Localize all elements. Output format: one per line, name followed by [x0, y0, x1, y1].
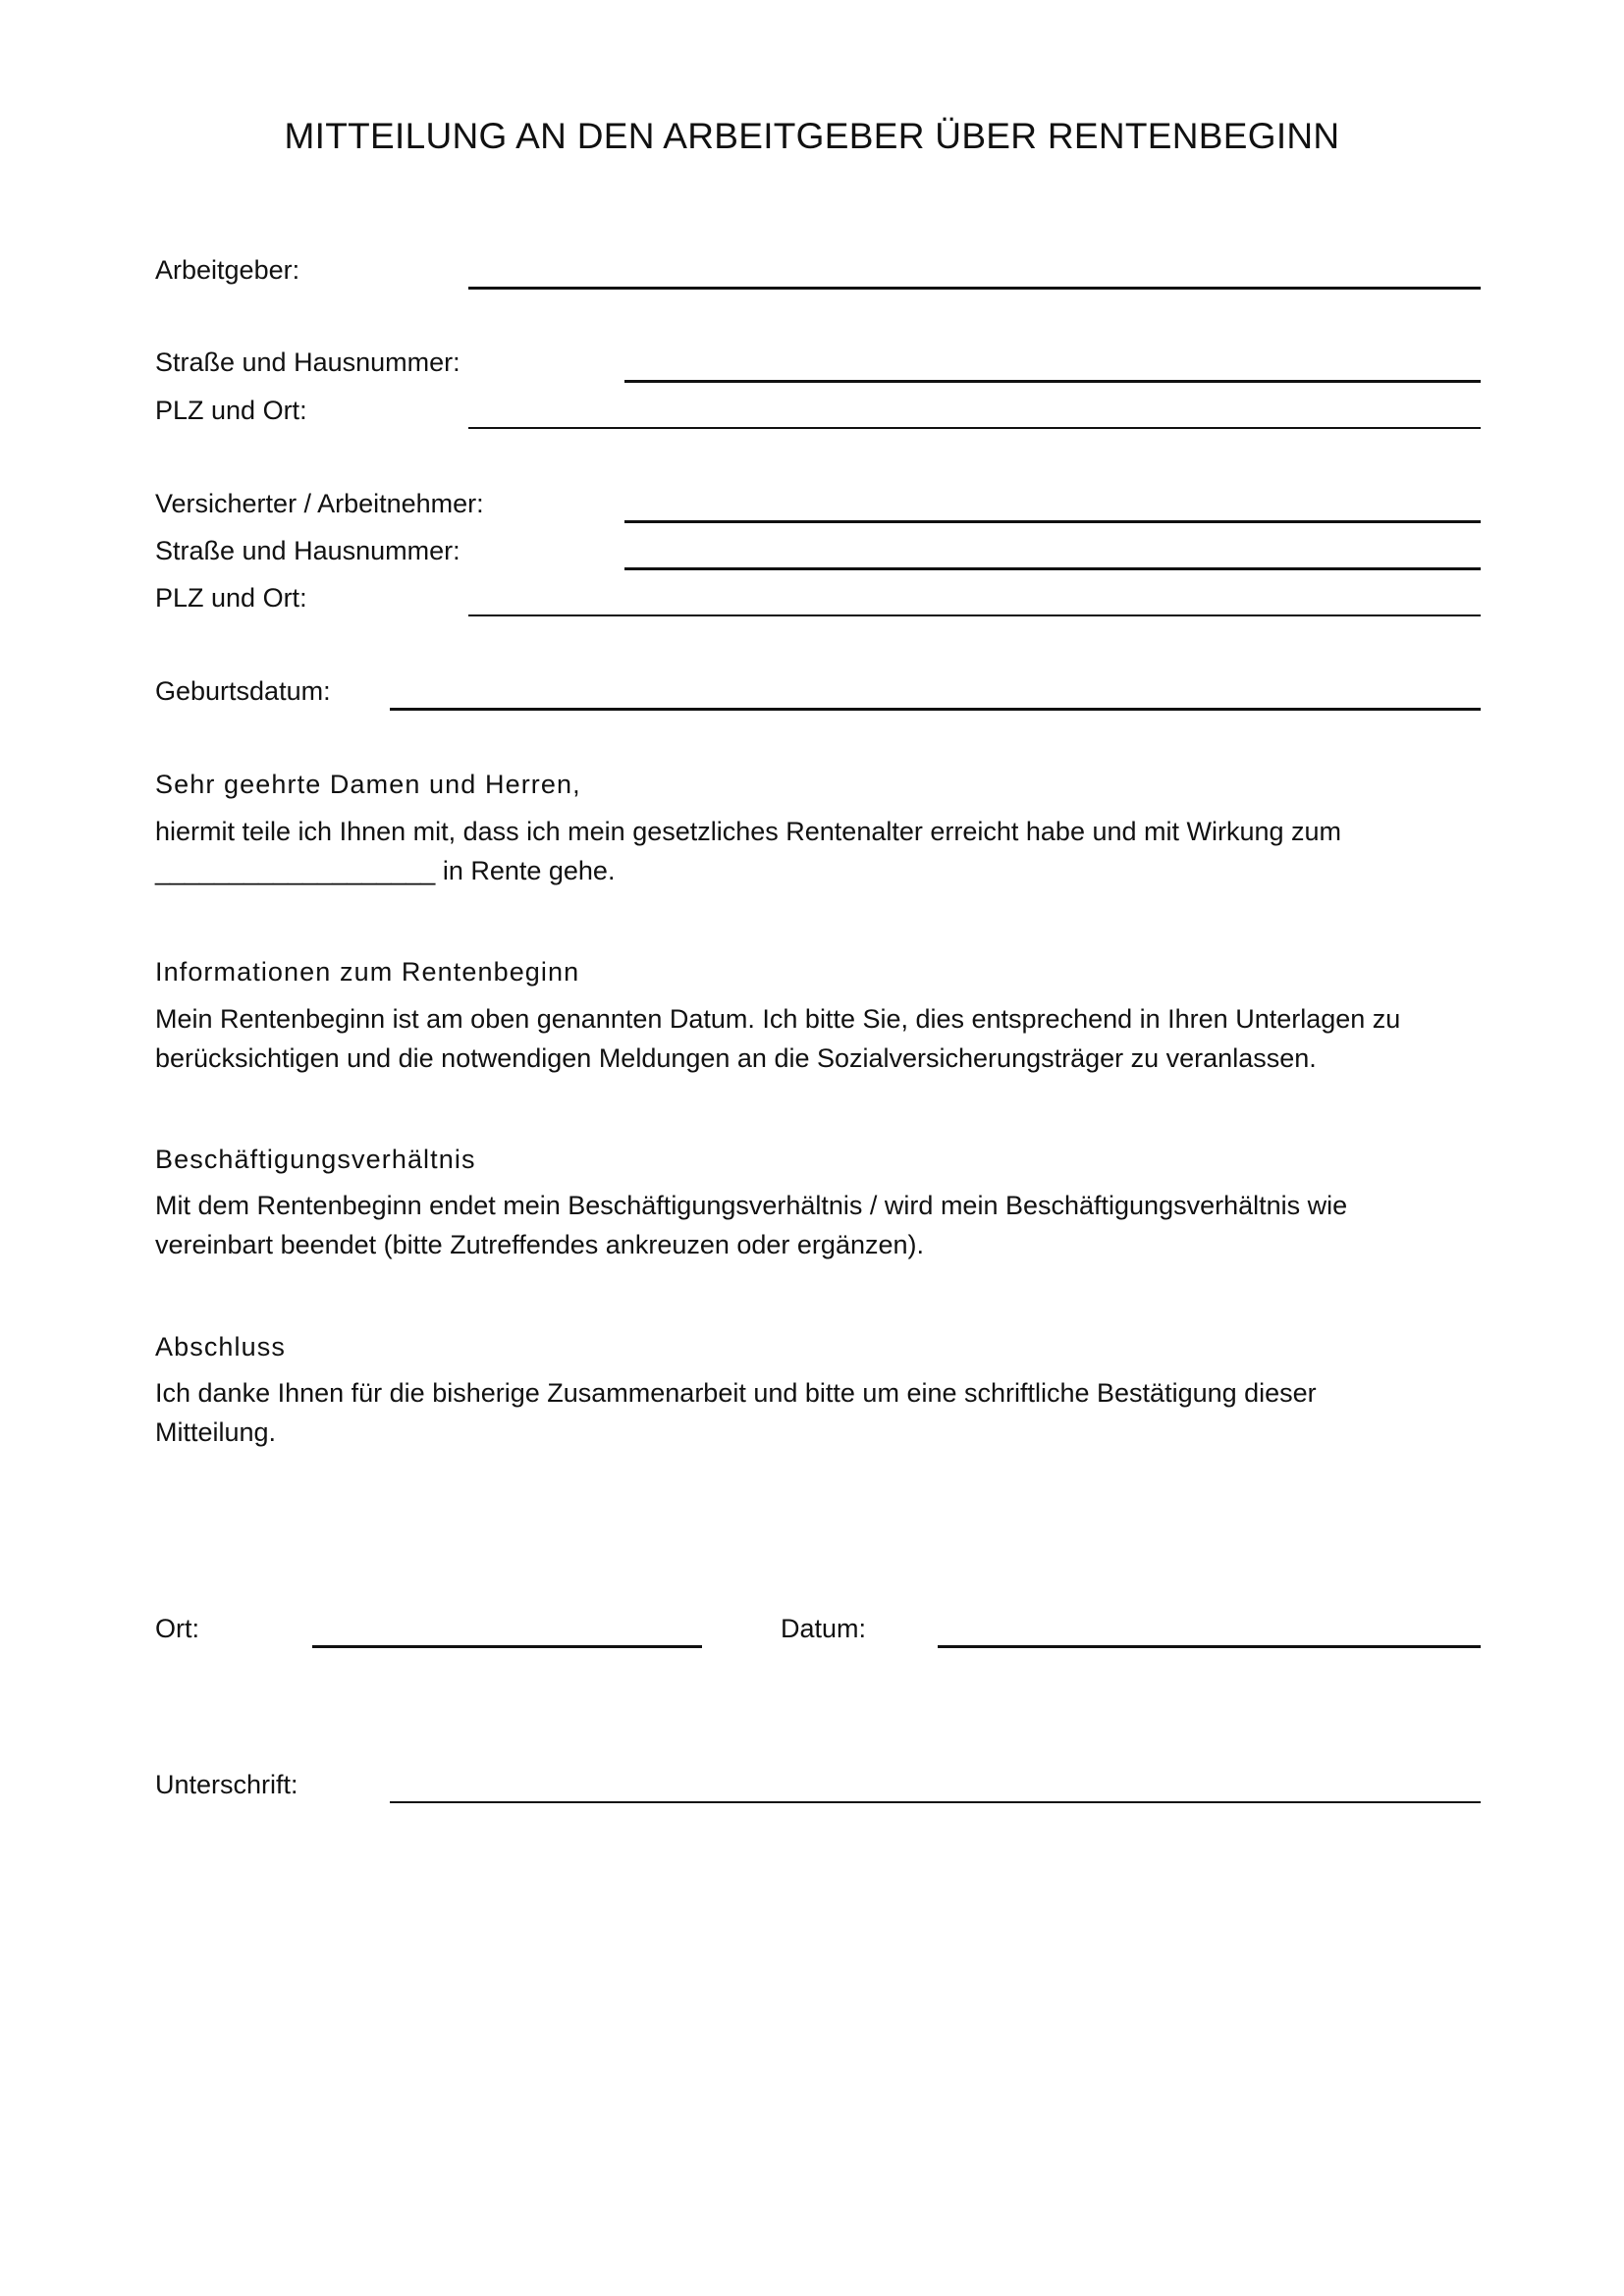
closing-paragraph [155, 1373, 1530, 1452]
closing-line-2: Mitteilung. [155, 1417, 277, 1447]
employment-paragraph [155, 1186, 1530, 1264]
intro-line-1: hiermit teile ich Ihnen mit, dass ich mein gesetzliches Rentenalter erreicht habe und mit Wirkung zum [155, 817, 1342, 846]
employer-city-field[interactable] [468, 427, 1481, 429]
employee-field[interactable] [624, 520, 1481, 523]
info-line-1: Mein Rentenbeginn ist am oben genannten Datum. Ich bitte Sie, dies entsprechend in Ihren Unterlagen zu [155, 1004, 1401, 1034]
intro-line-2-text: in Rente gehe. [435, 856, 616, 885]
signature-field[interactable] [390, 1801, 1481, 1803]
employee-city-field[interactable] [468, 614, 1481, 616]
employee-street-field[interactable] [624, 567, 1481, 570]
employer-field[interactable] [468, 287, 1481, 290]
employment-line-1: Mit dem Rentenbeginn endet mein Beschäftigungsverhältnis / wird mein Beschäftigungsverhältnis wie [155, 1191, 1348, 1220]
employee-street-label: Straße und Hausnummer: [155, 536, 460, 565]
salutation: Sehr geehrte Damen und Herren, [155, 770, 581, 799]
intro-paragraph [155, 812, 1530, 890]
retirement-date-blank[interactable]: ___________________ [155, 856, 436, 885]
place-field[interactable] [312, 1645, 702, 1648]
birthdate-field[interactable] [390, 708, 1481, 711]
closing-heading: Abschluss [155, 1332, 286, 1362]
intro-line-2 [155, 851, 1530, 890]
place-label: Ort: [155, 1614, 199, 1643]
employee-city-label: PLZ und Ort: [155, 583, 307, 613]
birthdate-label: Geburtsdatum: [155, 676, 331, 706]
employment-line-2: vereinbart beendet (bitte Zutreffendes ankreuzen oder ergänzen). [155, 1230, 924, 1259]
employee-label: Versicherter / Arbeitnehmer: [155, 489, 484, 518]
employer-street-label: Straße und Hausnummer: [155, 347, 460, 377]
info-line-2: berücksichtigen und die notwendigen Meldungen an die Sozialversicherungsträger zu veranlassen. [155, 1043, 1317, 1073]
signature-label: Unterschrift: [155, 1770, 298, 1799]
closing-line-1: Ich danke Ihnen für die bisherige Zusammenarbeit und bitte um eine schriftliche Bestätigung dieser [155, 1378, 1317, 1408]
employer-label: Arbeitgeber: [155, 255, 300, 285]
info-heading: Informationen zum Rentenbeginn [155, 957, 580, 987]
document-title: MITTEILUNG AN DEN ARBEITGEBER ÜBER RENTENBEGINN [284, 116, 1340, 156]
date-label: Datum: [781, 1614, 867, 1643]
date-field[interactable] [938, 1645, 1481, 1648]
info-paragraph [155, 999, 1530, 1078]
employer-street-field[interactable] [624, 380, 1481, 383]
employment-heading: Beschäftigungsverhältnis [155, 1145, 476, 1174]
employer-city-label: PLZ und Ort: [155, 396, 307, 425]
